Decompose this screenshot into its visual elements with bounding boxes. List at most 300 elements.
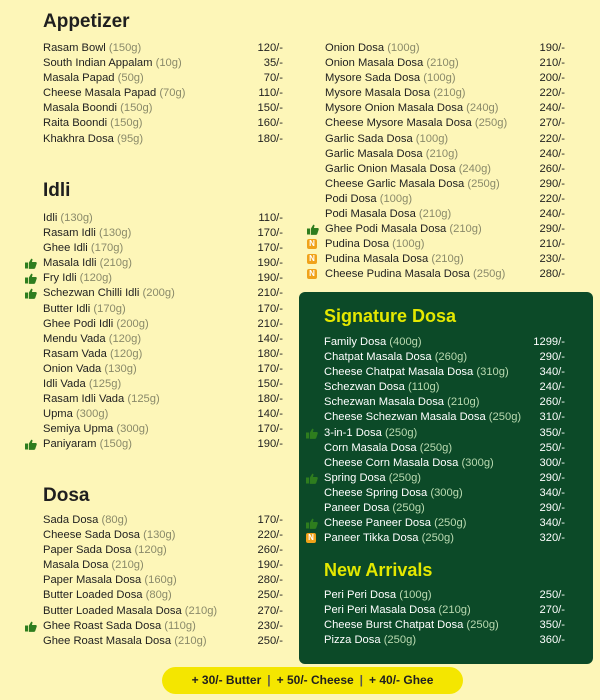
- menu-item-price: 120/-: [257, 42, 283, 54]
- menu-item-name: Butter Loaded Dosa: [43, 589, 143, 602]
- menu-item-name: Cheese Masala Papad: [43, 87, 157, 100]
- menu-item-label: [43, 362, 137, 377]
- menu-item-name: Pudina Dosa: [325, 238, 390, 251]
- signature-list: [308, 335, 569, 546]
- menu-item: [324, 588, 569, 603]
- menu-item-name: Onion Masala Dosa: [325, 57, 424, 70]
- menu-item: [324, 350, 569, 365]
- menu-item: [324, 633, 569, 648]
- menu-item-price: 160/-: [257, 117, 283, 130]
- menu-item: [43, 362, 288, 377]
- menu-item-weight: (150g): [99, 438, 132, 451]
- menu-item-name: Rasam Idli: [43, 227, 96, 240]
- menu-item-weight: (130g): [104, 362, 137, 375]
- menu-item-weight: (100g): [423, 72, 456, 85]
- menu-item-name: Rasam Bowl: [43, 42, 106, 54]
- menu-item-weight: (210g): [111, 559, 144, 572]
- dosa-continued-list: [309, 41, 570, 283]
- menu-item-name: Butter Loaded Masala Dosa: [43, 604, 182, 617]
- menu-item: [325, 177, 570, 192]
- menu-item-weight: (210g): [426, 57, 459, 70]
- menu-item-label: [324, 380, 439, 395]
- menu-item: [324, 516, 569, 531]
- addon-separator: |: [359, 673, 364, 687]
- menu-item: [43, 71, 288, 86]
- menu-item-price: 350/-: [539, 619, 565, 632]
- menu-item-name: Fry Idli: [43, 272, 77, 285]
- menu-item-name: Masala Idli: [43, 257, 97, 270]
- menu-item-price: 180/-: [257, 393, 283, 406]
- menu-item-label: [324, 426, 417, 441]
- menu-item-label: [43, 56, 182, 71]
- menu-item: [43, 377, 288, 392]
- menu-item-weight: (120g): [109, 347, 143, 360]
- addon-separator: |: [267, 673, 271, 687]
- menu-item-name: Chatpat Masala Dosa: [324, 351, 432, 364]
- menu-item-name: South Indian Appalam: [43, 57, 153, 70]
- menu-item-label: [324, 335, 422, 350]
- menu-item: [43, 407, 288, 422]
- menu-item-label: [43, 588, 172, 603]
- menu-item-label: [43, 86, 185, 101]
- menu-item-price: 290/-: [539, 223, 565, 236]
- thumbs-up-icon: [306, 518, 318, 529]
- menu-item-label: [324, 501, 425, 516]
- thumbs-up-icon: [25, 258, 37, 269]
- menu-item-price: 280/-: [539, 268, 565, 281]
- menu-item-price: 240/-: [539, 102, 565, 115]
- menu-item-weight: (250g): [421, 532, 454, 545]
- menu-item-name: Schezwan Chilli Idli: [43, 287, 140, 300]
- menu-item-weight: (70g): [159, 87, 186, 100]
- menu-item-weight: (210g): [438, 604, 471, 617]
- menu-item-price: 180/-: [257, 347, 283, 360]
- menu-item-weight: (250g): [488, 411, 522, 424]
- menu-item-label: [325, 177, 500, 192]
- menu-item-price: 290/-: [539, 177, 565, 190]
- menu-item: [324, 365, 569, 380]
- menu-item: [325, 41, 570, 56]
- menu-item-price: 190/-: [257, 438, 283, 451]
- menu-item: [325, 207, 570, 222]
- menu-item-weight: (250g): [474, 117, 508, 130]
- menu-item-price: 1299/-: [533, 336, 565, 348]
- menu-item-label: [43, 256, 132, 271]
- menu-item-price: 70/-: [263, 72, 283, 85]
- appetizer-list: [43, 41, 288, 147]
- menu-item-price: 220/-: [257, 529, 283, 542]
- menu-item: [43, 634, 288, 649]
- menu-item: [43, 437, 288, 452]
- menu-item-weight: (50g): [117, 72, 144, 85]
- menu-item-price: 140/-: [257, 332, 283, 345]
- menu-item-price: 240/-: [539, 147, 565, 160]
- new-badge-icon: N: [307, 254, 317, 264]
- menu-item-price: 240/-: [539, 208, 565, 221]
- menu-item-price: 220/-: [539, 87, 565, 100]
- menu-item: [43, 56, 288, 71]
- menu-item-label: [43, 543, 167, 558]
- menu-item-price: 210/-: [539, 57, 565, 70]
- menu-item-weight: (250g): [383, 634, 417, 647]
- menu-item-label: [324, 456, 494, 471]
- menu-item-label: [43, 101, 152, 116]
- menu-item-name: Cheese Schezwan Masala Dosa: [324, 411, 486, 424]
- menu-item-price: 110/-: [258, 87, 283, 100]
- menu-item-price: 200/-: [539, 72, 565, 85]
- menu-item-weight: (250g): [388, 471, 422, 484]
- menu-item-price: 270/-: [539, 604, 565, 617]
- dosa-heading: Dosa: [43, 485, 90, 506]
- menu-item-name: Idli Vada: [43, 378, 86, 391]
- menu-item-price: 290/-: [539, 351, 565, 364]
- menu-item-label: [43, 528, 175, 543]
- thumbs-up-icon: [306, 428, 318, 439]
- menu-item-label: [43, 302, 126, 317]
- menu-item-label: [43, 422, 149, 437]
- menu-item: [43, 619, 288, 634]
- menu-item-price: 170/-: [257, 362, 283, 375]
- menu-item-weight: (400g): [389, 336, 422, 348]
- menu-item-weight: (200g): [142, 287, 175, 300]
- menu-item-label: [325, 192, 412, 207]
- menu-item-name: Sada Dosa: [43, 514, 99, 526]
- menu-item-price: 170/-: [257, 227, 283, 240]
- menu-item-price: 150/-: [257, 378, 283, 391]
- menu-item-weight: (240g): [458, 162, 492, 175]
- menu-item: [43, 347, 288, 362]
- menu-item-label: [325, 116, 507, 131]
- menu-item-label: [325, 71, 456, 86]
- menu-item-price: 360/-: [539, 634, 565, 647]
- menu-item-label: [43, 286, 175, 301]
- menu-item-weight: (250g): [392, 502, 425, 515]
- menu-item-price: 170/-: [257, 302, 283, 315]
- thumbs-up-icon: [25, 288, 37, 299]
- menu-item: [324, 410, 569, 425]
- menu-item: [325, 162, 570, 177]
- menu-item: [43, 543, 288, 558]
- menu-item: [43, 132, 288, 147]
- menu-item-price: 220/-: [539, 132, 565, 145]
- menu-item-price: 190/-: [257, 257, 283, 270]
- menu-item-price: 210/-: [257, 317, 283, 330]
- menu-item-price: 240/-: [539, 381, 565, 394]
- menu-item-label: [325, 222, 482, 237]
- menu-item-price: 170/-: [257, 423, 283, 436]
- menu-item-price: 140/-: [257, 408, 283, 421]
- menu-item: [43, 422, 288, 437]
- menu-item-weight: (310g): [476, 366, 509, 379]
- menu-item-weight: (80g): [101, 514, 128, 526]
- menu-item-label: [43, 619, 196, 634]
- menu-item-label: [43, 437, 132, 452]
- menu-item-name: Peri Peri Dosa: [324, 589, 397, 601]
- menu-item-label: [43, 271, 112, 286]
- menu-item-weight: (210g): [449, 223, 482, 236]
- menu-item: [43, 332, 288, 347]
- menu-item-label: [43, 347, 142, 362]
- thumbs-up-icon: [25, 621, 37, 632]
- menu-item-name: Onion Vada: [43, 362, 102, 375]
- menu-item-label: [325, 162, 491, 177]
- new-arrivals-heading: New Arrivals: [324, 560, 433, 580]
- menu-item-weight: (200g): [116, 317, 149, 330]
- menu-item-name: Podi Masala Dosa: [325, 208, 416, 221]
- menu-item-name: Masala Papad: [43, 72, 115, 85]
- menu-item-label: [325, 41, 420, 56]
- menu-item: [43, 573, 288, 588]
- menu-item-label: [43, 71, 144, 86]
- menu-item-price: 190/-: [257, 272, 283, 285]
- menu-item-label: [43, 241, 123, 256]
- menu-item-weight: (210g): [447, 396, 480, 409]
- menu-item-weight: (10g): [155, 57, 182, 70]
- menu-item-price: 190/-: [539, 42, 565, 54]
- menu-item-label: [324, 350, 467, 365]
- menu-item-label: [324, 603, 471, 618]
- menu-item-label: [43, 604, 217, 619]
- menu-item-price: 210/-: [257, 287, 283, 300]
- menu-item: [325, 101, 570, 116]
- menu-item-name: Raita Boondi: [43, 117, 108, 130]
- menu-item: [325, 116, 570, 131]
- menu-item-label: [325, 237, 425, 252]
- menu-item-weight: (160g): [144, 574, 177, 587]
- menu-item-price: 250/-: [257, 634, 283, 647]
- new-badge-icon: N: [306, 533, 316, 543]
- menu-item-price: 300/-: [539, 456, 565, 469]
- menu-item-name: Paniyaram: [43, 438, 97, 451]
- menu-item-name: Peri Peri Masala Dosa: [324, 604, 436, 617]
- menu-item-price: 270/-: [539, 117, 565, 130]
- menu-item-label: [43, 573, 177, 588]
- menu-item-weight: (120g): [79, 272, 113, 285]
- menu-item-name: Cheese Corn Masala Dosa: [324, 456, 459, 469]
- menu-item-weight: (250g): [384, 426, 418, 439]
- menu-item-name: Paneer Tikka Dosa: [324, 532, 419, 545]
- menu-item-weight: (250g): [434, 517, 467, 530]
- menu-item-name: Ghee Roast Sada Dosa: [43, 619, 162, 632]
- signature-panel: [299, 292, 593, 664]
- menu-item-label: [324, 365, 509, 380]
- menu-item-name: Mysore Onion Masala Dosa: [325, 102, 464, 115]
- menu-item-price: 340/-: [539, 486, 565, 499]
- menu-item-name: Paper Sada Dosa: [43, 544, 132, 557]
- menu-item: [43, 513, 288, 528]
- menu-item-name: Idli: [43, 212, 58, 224]
- menu-item-label: [43, 41, 141, 56]
- menu-item-weight: (130g): [98, 227, 132, 240]
- menu-item-weight: (210g): [184, 604, 218, 617]
- addon-cheese: + 50/- Cheese: [276, 673, 354, 687]
- menu-item-name: Butter Idli: [43, 302, 91, 315]
- menu-item-name: Ghee Podi Masala Dosa: [325, 223, 447, 236]
- menu-item-name: Khakhra Dosa: [43, 132, 114, 145]
- menu-item-name: Mysore Sada Dosa: [325, 72, 421, 85]
- menu-item-label: [43, 226, 131, 241]
- menu-item: [43, 588, 288, 603]
- menu-item-weight: (210g): [431, 253, 464, 266]
- menu-item-name: Cheese Burst Chatpat Dosa: [324, 619, 464, 632]
- menu-item-name: Cheese Pudina Masala Dosa: [325, 268, 470, 281]
- menu-item-label: [325, 56, 459, 71]
- menu-item-price: 250/-: [257, 589, 283, 602]
- menu-item: [43, 241, 288, 256]
- menu-item: [43, 271, 288, 286]
- menu-item: [324, 456, 569, 471]
- menu-item: [324, 501, 569, 516]
- menu-item-label: [324, 618, 499, 633]
- menu-item: [309, 267, 570, 282]
- menu-item-name: Semiya Upma: [43, 423, 114, 436]
- menu-item-name: Pudina Masala Dosa: [325, 253, 429, 266]
- menu-item-weight: (150g): [120, 102, 153, 115]
- menu-item-label: [43, 116, 143, 131]
- menu-item-weight: (300g): [75, 408, 109, 421]
- menu-item: [325, 56, 570, 71]
- menu-item: [43, 302, 288, 317]
- menu-item: [325, 147, 570, 162]
- new-badge-icon: N: [307, 269, 317, 279]
- menu-item-label: [324, 486, 463, 501]
- menu-item-weight: (250g): [419, 441, 453, 454]
- menu-item: [325, 86, 570, 101]
- menu-item: [43, 604, 288, 619]
- menu-item-label: [325, 132, 448, 147]
- idli-list: [43, 211, 288, 453]
- menu-item-weight: (300g): [461, 456, 494, 469]
- menu-item-price: 350/-: [539, 426, 565, 439]
- menu-item: [43, 528, 288, 543]
- menu-item: [308, 531, 569, 546]
- addon-butter: + 30/- Butter: [191, 673, 262, 687]
- menu-item-weight: (250g): [467, 177, 500, 190]
- menu-item-name: Corn Masala Dosa: [324, 441, 417, 454]
- menu-item-name: Pizza Dosa: [324, 634, 381, 647]
- menu-item-weight: (100g): [379, 192, 413, 205]
- menu-item-price: 170/-: [257, 514, 283, 526]
- menu-item-weight: (100g): [415, 132, 449, 145]
- menu-item-weight: (110g): [164, 619, 196, 632]
- menu-item-name: Garlic Masala Dosa: [325, 147, 423, 160]
- menu-item-label: [43, 132, 143, 147]
- menu-item-price: 210/-: [539, 238, 565, 251]
- menu-item-name: Cheese Paneer Dosa: [324, 517, 431, 530]
- menu-item: [324, 395, 569, 410]
- addon-bar: [162, 667, 463, 694]
- menu-item-name: Cheese Garlic Masala Dosa: [325, 177, 465, 190]
- menu-item-name: Garlic Sada Dosa: [325, 132, 413, 145]
- menu-item: [324, 335, 569, 350]
- menu-item-name: 3-in-1 Dosa: [324, 426, 382, 439]
- menu-item-label: [43, 407, 108, 422]
- menu-item-price: 170/-: [257, 242, 283, 255]
- menu-item: [43, 256, 288, 271]
- idli-heading: Idli: [43, 180, 71, 201]
- menu-item-label: [325, 147, 458, 162]
- menu-item-name: Paper Masala Dosa: [43, 574, 142, 587]
- menu-item: [43, 41, 288, 56]
- menu-item: [309, 252, 570, 267]
- menu-item-price: 290/-: [539, 502, 565, 515]
- menu-item-label: [324, 441, 452, 456]
- menu-item-price: 110/-: [258, 212, 283, 224]
- menu-item-weight: (150g): [110, 117, 143, 130]
- menu-item: [324, 486, 569, 501]
- menu-item-weight: (240g): [466, 102, 499, 115]
- menu-item-weight: (170g): [90, 242, 124, 255]
- menu-item-weight: (210g): [174, 634, 207, 647]
- menu-item-name: Paneer Dosa: [324, 502, 390, 515]
- menu-item-price: 310/-: [539, 411, 565, 424]
- menu-item-price: 260/-: [257, 544, 283, 557]
- menu-item-name: Cheese Spring Dosa: [324, 486, 428, 499]
- menu-item: [43, 286, 288, 301]
- menu-item: [324, 441, 569, 456]
- menu-item-name: Ghee Roast Masala Dosa: [43, 634, 172, 647]
- menu-item-label: [325, 207, 451, 222]
- menu-item-weight: (210g): [99, 257, 132, 270]
- menu-item-price: 270/-: [257, 604, 283, 617]
- menu-item-price: 250/-: [539, 441, 565, 454]
- menu-item-label: [324, 410, 521, 425]
- menu-item-weight: (150g): [108, 42, 142, 54]
- menu-item: [309, 237, 570, 252]
- menu-item-name: Cheese Sada Dosa: [43, 529, 141, 542]
- menu-item-price: 320/-: [539, 532, 565, 545]
- menu-item-label: [43, 317, 149, 332]
- menu-item-name: Masala Dosa: [43, 559, 109, 572]
- menu-item: [324, 603, 569, 618]
- menu-item: [43, 211, 288, 226]
- menu-item: [43, 101, 288, 116]
- menu-item-label: [325, 252, 464, 267]
- menu-item-weight: (250g): [473, 268, 506, 281]
- menu-item-name: Spring Dosa: [324, 471, 386, 484]
- new-arrivals-list: [324, 588, 569, 648]
- menu-item-weight: (210g): [425, 147, 459, 160]
- menu-item-weight: (210g): [433, 87, 466, 100]
- menu-item-weight: (250g): [466, 619, 499, 632]
- menu-item-label: [324, 531, 454, 546]
- menu-item-weight: (120g): [134, 544, 167, 557]
- menu-item-price: 340/-: [539, 517, 565, 530]
- menu-item-price: 220/-: [539, 192, 565, 205]
- menu-item: [325, 222, 570, 237]
- menu-item-weight: (170g): [93, 302, 126, 315]
- new-badge-icon: N: [307, 239, 317, 249]
- thumbs-up-icon: [307, 224, 319, 235]
- menu-item-name: Upma: [43, 408, 73, 421]
- menu-item-label: [43, 332, 141, 347]
- menu-item-name: Schezwan Dosa: [324, 381, 405, 394]
- menu-item: [43, 392, 288, 407]
- menu-item-name: Cheese Chatpat Masala Dosa: [324, 366, 474, 379]
- menu-item-name: Ghee Idli: [43, 242, 88, 255]
- appetizer-heading: Appetizer: [43, 11, 130, 32]
- signature-heading: Signature Dosa: [324, 306, 457, 326]
- menu-item-weight: (95g): [117, 132, 144, 145]
- menu-item-name: Mysore Masala Dosa: [325, 87, 431, 100]
- menu-item-label: [43, 211, 93, 226]
- menu-item-weight: (300g): [116, 423, 149, 436]
- menu-item-label: [324, 516, 466, 531]
- dosa-list: [43, 513, 288, 649]
- menu-item-price: 230/-: [257, 619, 283, 632]
- menu-item-label: [325, 101, 499, 116]
- menu-item-name: Masala Boondi: [43, 102, 118, 115]
